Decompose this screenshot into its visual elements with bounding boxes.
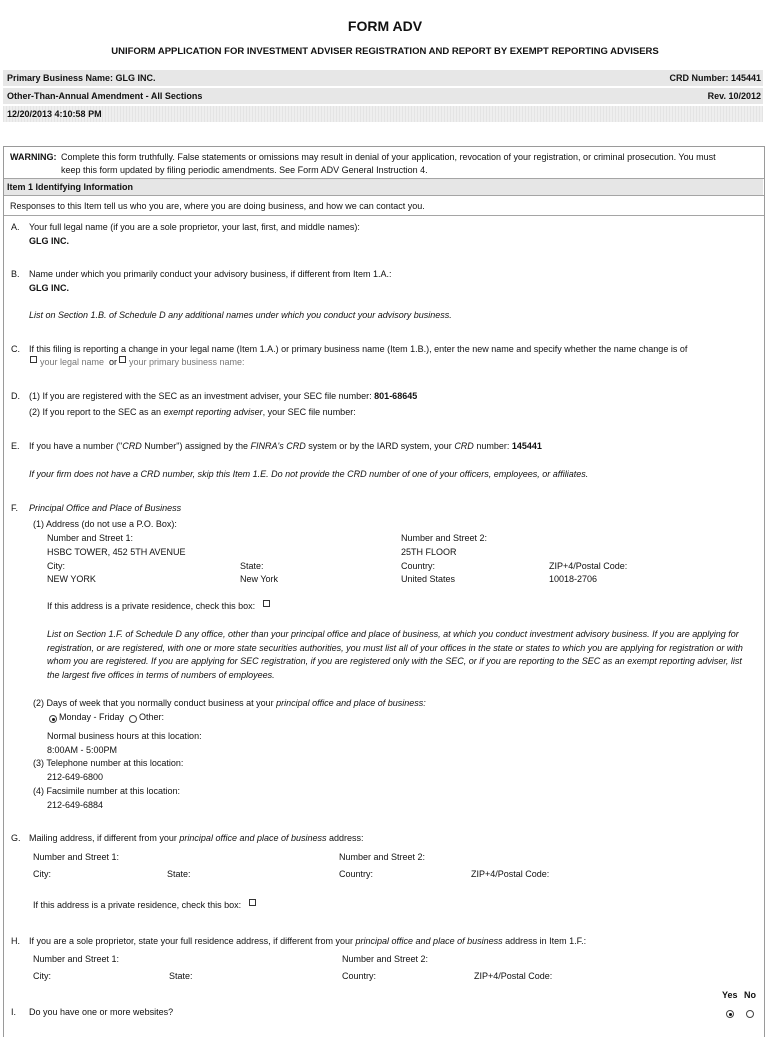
warning-line-2: keep this form updated by filing periodic amendments. See Form ADV General Instruction 4. [61,165,428,175]
header-row-3 [3,106,763,122]
days-label-italic: principal office and place of business: [276,698,426,708]
crd-q-end: number: [476,441,510,451]
exempt-reporting-label-pre: (2) If you report to the SEC as an [29,407,162,417]
business-name-change-checkbox[interactable] [119,356,126,363]
divider [4,215,764,216]
fax-label: (4) Facsimile number at this location: [33,786,181,796]
street1-label: Number and Street 1: [47,533,134,543]
residence-country-label: Country: [342,971,377,981]
divider [4,195,764,196]
item-b-note: List on Section 1.B. of Schedule D any additional names under which you conduct your advisory business. [29,310,452,320]
residence-zip-label: ZIP+4/Postal Code: [474,971,553,981]
country-value: United States [401,574,456,584]
address-label: (1) Address (do not use a P.O. Box): [33,519,177,529]
mailing-street2-label: Number and Street 2: [339,852,426,862]
days-label: (2) Days of week that you normally conduct business at your [33,698,274,708]
residence-address-question [29,936,586,946]
mailing-q-post: address: [329,833,364,843]
sec-file-number-value: 801-68645 [374,391,418,401]
residence-city-label: City: [33,971,51,981]
state-value: New York [240,574,279,584]
residence-state-label: State: [169,971,193,981]
item-b-letter: B. [11,269,20,279]
item-a-letter: A. [11,222,20,232]
zip-label: ZIP+4/Postal Code: [549,561,628,571]
other-days-radio[interactable] [129,715,137,723]
schedule-d-note-2: registration, or are registered, with one or more state securities authorities, you must list all of your offices in the state or states to which you are applying for registration or with [47,643,743,653]
hours-value: 8:00AM - 5:00PM [47,745,118,755]
yes-column-header: Yes [722,990,738,1000]
item-h-letter: H. [11,936,20,946]
legal-name-change-checkbox[interactable] [30,356,37,363]
schedule-d-note-3: whom you are registered. If you are applying for SEC registration, if you are registered only with the SEC, or if you are reporting to the SEC as an exempt reporting adviser, list [47,656,742,666]
item1-intro: Responses to this Item tell us who you are, where you are doing business, and how we can contact you. [10,201,425,211]
item-e-note: If your firm does not have a CRD number, skip this Item 1.E. Do not provide the CRD number of one of your officers, employees, or affiliates. [29,469,589,479]
mailing-country-label: Country: [339,869,374,879]
websites-question: Do you have one or more websites? [29,1007,174,1017]
amendment-type: Other-Than-Annual Amendment - All Sections [7,91,203,101]
item-g-letter: G. [11,833,21,843]
timestamp: 12/20/2013 4:10:58 PM [7,109,102,119]
websites-no-radio[interactable] [746,1010,754,1018]
primary-business-name: Primary Business Name: GLG INC. [7,73,156,83]
mailing-city-label: City: [33,869,51,879]
exempt-reporting-label-italic: exempt reporting adviser [163,407,263,417]
form-revision: Rev. 10/2012 [707,91,761,101]
crd-q-finra: FINRA's CRD [250,441,306,451]
exempt-reporting-label-post: , your SEC file number: [262,407,356,417]
crd-q-mid: Number") assigned by the [141,441,248,451]
item1-heading: Item 1 Identifying Information [7,182,134,192]
mailing-state-label: State: [167,869,191,879]
item-c-letter: C. [11,344,20,354]
country-label: Country: [401,561,436,571]
item-f-letter: F. [11,503,19,513]
no-column-header: No [744,990,756,1000]
residence-q-italic: principal office and place of business [355,936,503,946]
residence-q-pre: If you are a sole proprietor, state your full residence address, if different from your [29,936,353,946]
item-e-letter: E. [11,441,20,451]
mailing-q-pre: Mailing address, if different from your [29,833,177,843]
residence-street1-label: Number and Street 1: [33,954,120,964]
crd-value: 145441 [511,441,542,451]
telephone-label: (3) Telephone number at this location: [33,758,184,768]
sec-file-number-line [29,391,417,401]
street1-value: HSBC TOWER, 452 5TH AVENUE [47,547,186,557]
city-label: City: [47,561,65,571]
form-title: FORM ADV [347,18,423,34]
business-name-option-label: your primary business name: [129,357,245,367]
city-value: NEW YORK [47,574,96,584]
residence-q-post: address in Item 1.F.: [505,936,587,946]
street2-label: Number and Street 2: [401,533,488,543]
item-b-question: Name under which you primarily conduct your advisory business, if different from Item 1.A.: [29,269,392,279]
warning-label: WARNING: [10,152,57,162]
telephone-value: 212-649-6800 [47,772,104,782]
crd-q-crd: CRD [122,441,142,451]
principal-office-heading: Principal Office and Place of Business [29,503,182,513]
other-days-label: Other: [139,712,165,722]
schedule-d-note-1: List on Section 1.F. of Schedule D any office, other than your principal office and place of business, at which you conduct investment advisory business. If you are applying for [47,629,739,639]
item-i-letter: I. [11,1007,17,1017]
or-label: or [109,357,118,367]
item-d-letter: D. [11,391,20,401]
hours-label: Normal business hours at this location: [47,731,202,741]
zip-value: 10018-2706 [549,574,598,584]
fax-value: 212-649-6884 [47,800,104,810]
mailing-private-residence-label: If this address is a private residence, check this box: [33,900,242,910]
legal-name-value: GLG INC. [29,236,69,246]
mailing-private-residence-checkbox[interactable] [249,899,256,906]
mailing-address-question [29,833,364,843]
monday-friday-label: Monday - Friday [59,712,125,722]
crd-q-pre: If you have a number (" [29,441,123,451]
sec-file-number-label: (1) If you are registered with the SEC as an investment adviser, your SEC file number: [29,391,372,401]
street2-value: 25TH FLOOR [401,547,457,557]
websites-yes-radio[interactable] [726,1010,734,1018]
crd-q-crd2: CRD [454,441,474,451]
legal-name-option-label: your legal name [40,357,105,367]
form-subtitle: UNIFORM APPLICATION FOR INVESTMENT ADVISER REGISTRATION AND REPORT BY EXEMPT REPORTING ADVISERS [111,46,659,57]
monday-friday-radio[interactable] [49,715,57,723]
crd-q-post: system or by the IARD system, your [308,441,452,451]
private-residence-label: If this address is a private residence, check this box: [47,601,256,611]
business-name-value: GLG INC. [29,283,69,293]
days-of-week-line [33,698,426,708]
exempt-reporting-line [29,407,356,417]
crd-question-line [29,441,542,451]
item-a-question: Your full legal name (if you are a sole proprietor, your last, first, and middle names): [29,222,360,232]
private-residence-checkbox[interactable] [263,600,270,607]
mailing-zip-label: ZIP+4/Postal Code: [471,869,550,879]
schedule-d-note-4: the largest five offices in terms of numbers of employees. [47,670,275,680]
residence-street2-label: Number and Street 2: [342,954,429,964]
state-label: State: [240,561,264,571]
mailing-street1-label: Number and Street 1: [33,852,120,862]
item-c-question: If this filing is reporting a change in your legal name (Item 1.A.) or primary business name (Item 1.B.), enter the new name and specify whether the name change is of [29,344,688,354]
warning-line-1: Complete this form truthfully. False statements or omissions may result in denial of your application, revocation of your registration, or criminal prosecution. You must [61,152,716,162]
mailing-q-italic: principal office and place of business [179,833,327,843]
crd-number: CRD Number: 145441 [669,73,761,83]
